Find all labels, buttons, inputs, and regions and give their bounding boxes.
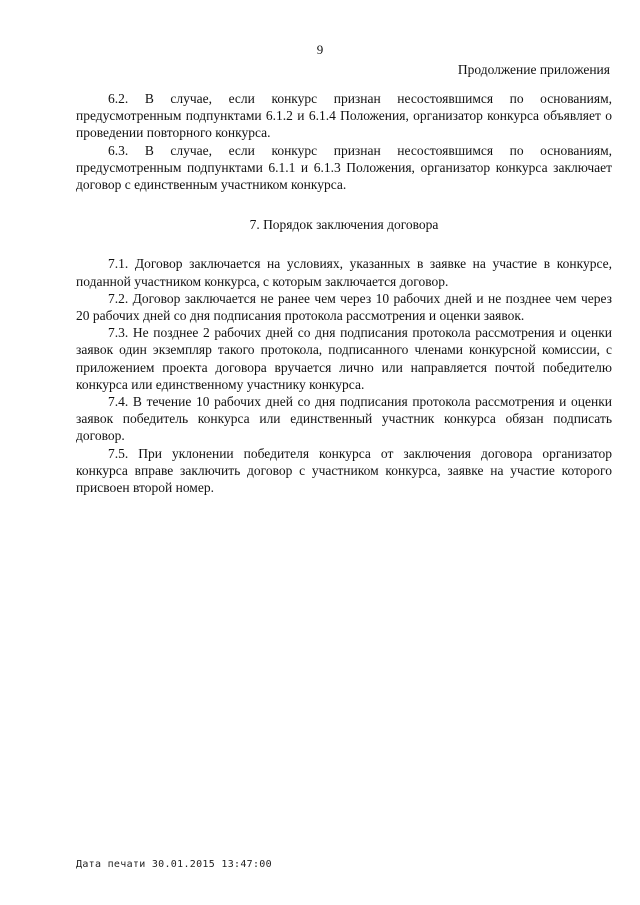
paragraph-7-4: 7.4. В течение 10 рабочих дней со дня подписания протокола рассмотрения и оценки заявок победитель конкурса или единственный участник конкурса обязан подписать договор. <box>76 394 612 444</box>
paragraph-7-3: 7.3. Не позднее 2 рабочих дней со дня подписания протокола рассмотрения и оценки заявок один экземпляр такого протокола, подписанного членами конкурсной комиссии, с приложением проекта договора вручается лично или направляется почтой победителю конкурса или единственному участнику конкурса. <box>76 325 612 392</box>
print-date-footer: Дата печати 30.01.2015 13:47:00 <box>76 859 272 870</box>
document-body <box>76 90 612 496</box>
paragraph-6-2: 6.2. В случае, если конкурс признан несостоявшимся по основаниям, предусмотренным подпунктами 6.1.2 и 6.1.4 Положения, организатор конкурса объявляет о проведении повторного конкурса. <box>76 91 612 141</box>
paragraph-6-3: 6.3. В случае, если конкурс признан несостоявшимся по основаниям, предусмотренным подпунктами 6.1.1 и 6.1.3 Положения, организатор конкурса заключает договор с единственным участником конкурса. <box>76 142 612 193</box>
page-number: 9 <box>316 42 324 57</box>
appendix-note: Продолжение приложения <box>457 62 610 77</box>
paragraph-7-1: 7.1. Договор заключается на условиях, указанных в заявке на участие в конкурсе, поданной участником конкурса, с которым заключается договор. <box>76 256 612 289</box>
paragraph-7-2: 7.2. Договор заключается не ранее чем через 10 рабочих дней и не позднее чем через 20 рабочих дней со дня подписания протокола рассмотрения и оценки заявок. <box>76 290 612 324</box>
paragraph-7-5: 7.5. При уклонении победителя конкурса от заключения договора организатор конкурса вправе заключить договор с участником конкурса, заявке на участие которого присвоен второй номер. <box>76 445 612 496</box>
section-heading-7: 7. Порядок заключения договора <box>249 217 439 233</box>
